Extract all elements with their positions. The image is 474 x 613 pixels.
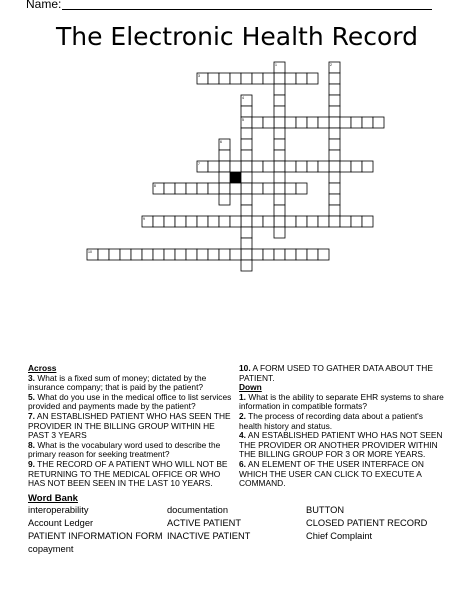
clue-down-6: 6. AN ELEMENT OF THE USER INTERFACE ON WHICH THE USER CAN CLICK TO EXECUTE A COMMAND. (239, 458, 424, 489)
crossword-cell[interactable] (329, 128, 340, 139)
crossword-cell[interactable] (296, 183, 307, 194)
crossword-cell[interactable] (241, 139, 252, 150)
crossword-cell[interactable] (362, 216, 373, 227)
crossword-cell[interactable] (186, 216, 197, 227)
crossword-cell[interactable] (153, 249, 164, 260)
crossword-cell[interactable] (219, 161, 230, 172)
clue-across-3: 3. What is a fixed sum of money; dictated by the insurance company; that is paid by the patient? (28, 372, 207, 393)
word-bank-item: copayment (28, 544, 74, 554)
crossword-cell[interactable] (285, 161, 296, 172)
crossword-cell[interactable] (340, 117, 351, 128)
crossword-cell[interactable] (208, 183, 219, 194)
cell-number: 4 (242, 96, 244, 100)
cell-number: 9 (143, 217, 145, 221)
cell-number: 7 (198, 162, 200, 166)
crossword-cell[interactable] (329, 84, 340, 95)
crossword-cell[interactable] (263, 249, 274, 260)
crossword-cell[interactable] (263, 117, 274, 128)
crossword-cell[interactable] (197, 216, 208, 227)
crossword-cell[interactable] (164, 183, 175, 194)
across-clues (28, 364, 234, 489)
crossword-cell[interactable] (241, 106, 252, 117)
crossword-cell[interactable] (241, 194, 252, 205)
crossword-cell[interactable] (197, 249, 208, 260)
crossword-cell[interactable] (285, 216, 296, 227)
crossword-cell[interactable] (120, 249, 131, 260)
crossword-cell[interactable] (142, 249, 153, 260)
crossword-cell[interactable] (274, 117, 285, 128)
crossword-cell[interactable] (296, 161, 307, 172)
crossword-cell[interactable] (307, 161, 318, 172)
crossword-cell[interactable] (263, 216, 274, 227)
crossword-cell[interactable] (263, 73, 274, 84)
crossword-cell[interactable] (274, 73, 285, 84)
crossword-cell[interactable] (296, 249, 307, 260)
clue-across-10: 10. A FORM USED TO GATHER DATA ABOUT THE PATIENT. (239, 363, 433, 383)
crossword-cell[interactable] (241, 150, 252, 161)
crossword-cell[interactable] (307, 216, 318, 227)
cell-number: 10 (88, 250, 92, 254)
word-bank-item: Chief Complaint (306, 531, 373, 541)
clue-across-7: 7. AN ESTABLISHED PATIENT WHO HAS SEEN THE PROVIDER IN THE BILLING GROUP WITHIN HE PAST 3 YEARS (28, 410, 231, 441)
crossword-cell[interactable] (175, 183, 186, 194)
word-bank-heading: Word Bank (28, 493, 78, 504)
crossword-cell[interactable] (274, 106, 285, 117)
crossword-cell[interactable] (296, 117, 307, 128)
crossword-cell[interactable] (186, 183, 197, 194)
crossword-cell[interactable] (186, 249, 197, 260)
crossword-cell[interactable] (373, 117, 384, 128)
crossword-cell[interactable] (329, 194, 340, 205)
crossword-cell[interactable] (274, 249, 285, 260)
word-bank-item: interoperability (28, 505, 89, 515)
crossword-cell[interactable] (285, 117, 296, 128)
crossword-cell[interactable] (329, 95, 340, 106)
crossword-cell[interactable] (98, 249, 109, 260)
crossword-cell[interactable] (274, 216, 285, 227)
crossword-cell[interactable] (274, 128, 285, 139)
crossword-cell[interactable] (219, 249, 230, 260)
crossword-cell[interactable] (307, 249, 318, 260)
clue-across-8: 8. What is the vocabulary word used to describe the primary reason for seeking treatment? (28, 439, 221, 460)
crossword-cell[interactable] (318, 161, 329, 172)
crossword-cell[interactable] (219, 150, 230, 161)
crossword-cell[interactable] (252, 216, 263, 227)
crossword-cell[interactable] (241, 205, 252, 216)
crossword-cell[interactable] (274, 84, 285, 95)
crossword-cell[interactable] (252, 73, 263, 84)
crossword-cell[interactable] (274, 172, 285, 183)
crossword-cell[interactable] (329, 150, 340, 161)
crossword-cell[interactable] (241, 172, 252, 183)
cell-number: 6 (220, 140, 222, 144)
clue-across-9: 9. THE RECORD OF A PATIENT WHO WILL NOT BE RETURNING TO THE MEDICAL OFFICE OR WHO HAS NOT BEEN SEEN IN THE LAST 10 YEARS. (28, 458, 228, 489)
crossword-cell[interactable] (329, 117, 340, 128)
crossword-cell[interactable] (351, 216, 362, 227)
crossword-cell[interactable] (219, 73, 230, 84)
crossword-cell[interactable] (274, 227, 285, 238)
crossword-cell[interactable] (263, 183, 274, 194)
crossword-cell[interactable] (307, 73, 318, 84)
crossword-cell[interactable] (318, 216, 329, 227)
crossword-cell[interactable] (329, 73, 340, 84)
word-bank-item: documentation (167, 505, 228, 515)
crossword-cell[interactable] (274, 150, 285, 161)
blocked-cell (230, 172, 241, 183)
crossword-cell[interactable] (340, 161, 351, 172)
crossword-cell[interactable] (230, 249, 241, 260)
crossword-cell[interactable] (307, 117, 318, 128)
crossword-cell[interactable] (208, 73, 219, 84)
crossword-cell[interactable] (329, 106, 340, 117)
crossword-cell[interactable] (274, 194, 285, 205)
crossword-cell[interactable] (329, 183, 340, 194)
crossword-cell[interactable] (219, 216, 230, 227)
clue-across-5: 5. What do you use in the medical office to list services provided and payments made by the patient? (28, 391, 232, 412)
crossword-cell[interactable] (274, 95, 285, 106)
cell-number: 5 (242, 118, 244, 122)
crossword-cell[interactable] (241, 238, 252, 249)
crossword-cell[interactable] (230, 216, 241, 227)
crossword-cell[interactable] (329, 205, 340, 216)
crossword-cell[interactable] (274, 139, 285, 150)
crossword-cell[interactable] (241, 128, 252, 139)
crossword-cell[interactable] (241, 161, 252, 172)
word-bank-item: BUTTON (306, 505, 345, 515)
crossword-cell[interactable] (252, 117, 263, 128)
crossword-cell[interactable] (175, 216, 186, 227)
down-heading: Down (239, 382, 262, 393)
word-bank-item: ACTIVE PATIENT (167, 518, 242, 528)
word-bank-item: CLOSED PATIENT RECORD (306, 518, 428, 528)
crossword-cell[interactable] (219, 194, 230, 205)
crossword-cell[interactable] (219, 172, 230, 183)
crossword-cell[interactable] (241, 183, 252, 194)
crossword-cell[interactable] (153, 216, 164, 227)
crossword-cell[interactable] (274, 161, 285, 172)
crossword-cell[interactable] (362, 117, 373, 128)
cell-number: 2 (330, 63, 332, 67)
crossword-cell[interactable] (285, 183, 296, 194)
crossword-cell[interactable] (274, 205, 285, 216)
crossword-cell[interactable] (175, 249, 186, 260)
crossword-cell[interactable] (362, 161, 373, 172)
crossword-cell[interactable] (340, 216, 351, 227)
crossword-cell[interactable] (131, 249, 142, 260)
crossword-cell[interactable] (329, 172, 340, 183)
crossword-cell[interactable] (318, 249, 329, 260)
clue-down-1: 1. What is the ability to separate EHR systems to share information in compatible formats? (239, 391, 444, 412)
word-bank-item: PATIENT INFORMATION FORM (28, 531, 163, 541)
crossword-cell[interactable] (329, 139, 340, 150)
crossword-cell[interactable] (351, 161, 362, 172)
crossword-cell[interactable] (329, 216, 340, 227)
crossword-cell[interactable] (274, 183, 285, 194)
name-label: Name: (26, 0, 62, 11)
crossword-cell[interactable] (208, 249, 219, 260)
crossword-cell[interactable] (285, 249, 296, 260)
crossword-cell[interactable] (351, 117, 362, 128)
crossword-cell[interactable] (252, 249, 263, 260)
clue-down-4: 4. AN ESTABLISHED PATIENT WHO HAS NOT SEEN THE PROVIDER OR ANOTHER PROVIDER WITHIN THE BILLING GROUP FOR 3 OR MORE YEARS. (239, 430, 443, 460)
crossword-cell[interactable] (208, 161, 219, 172)
crossword-cell[interactable] (208, 216, 219, 227)
crossword-cell[interactable] (164, 249, 175, 260)
crossword-cell[interactable] (230, 161, 241, 172)
crossword-cell[interactable] (241, 260, 252, 271)
crossword-cell[interactable] (318, 117, 329, 128)
crossword-cell[interactable] (263, 161, 274, 172)
cell-number: 1 (275, 63, 277, 67)
crossword-cell[interactable] (285, 73, 296, 84)
crossword-cell[interactable] (241, 227, 252, 238)
crossword-cell[interactable] (296, 73, 307, 84)
word-bank-item: INACTIVE PATIENT (167, 531, 251, 541)
across-heading: Across (28, 363, 57, 373)
crossword-cell[interactable] (296, 216, 307, 227)
crossword-cell[interactable] (219, 183, 230, 194)
crossword-cell[interactable] (109, 249, 120, 260)
crossword-cell[interactable] (164, 216, 175, 227)
crossword-cell[interactable] (252, 161, 263, 172)
down-clues (239, 364, 447, 489)
crossword-cell[interactable] (241, 249, 252, 260)
crossword-cell[interactable] (241, 73, 252, 84)
crossword-cell[interactable] (230, 73, 241, 84)
cell-number: 3 (198, 74, 200, 78)
crossword-cell[interactable] (197, 183, 208, 194)
clue-down-2: 2. The process of recording data about a patient's health history and status. (239, 410, 423, 431)
cell-number: 8 (154, 184, 156, 188)
page-title: The Electronic Health Record (55, 22, 419, 51)
crossword-cell[interactable] (241, 216, 252, 227)
word-bank-item: Account Ledger (28, 518, 94, 528)
crossword-cell[interactable] (252, 183, 263, 194)
crossword-cell[interactable] (230, 183, 241, 194)
crossword-cell[interactable] (329, 161, 340, 172)
